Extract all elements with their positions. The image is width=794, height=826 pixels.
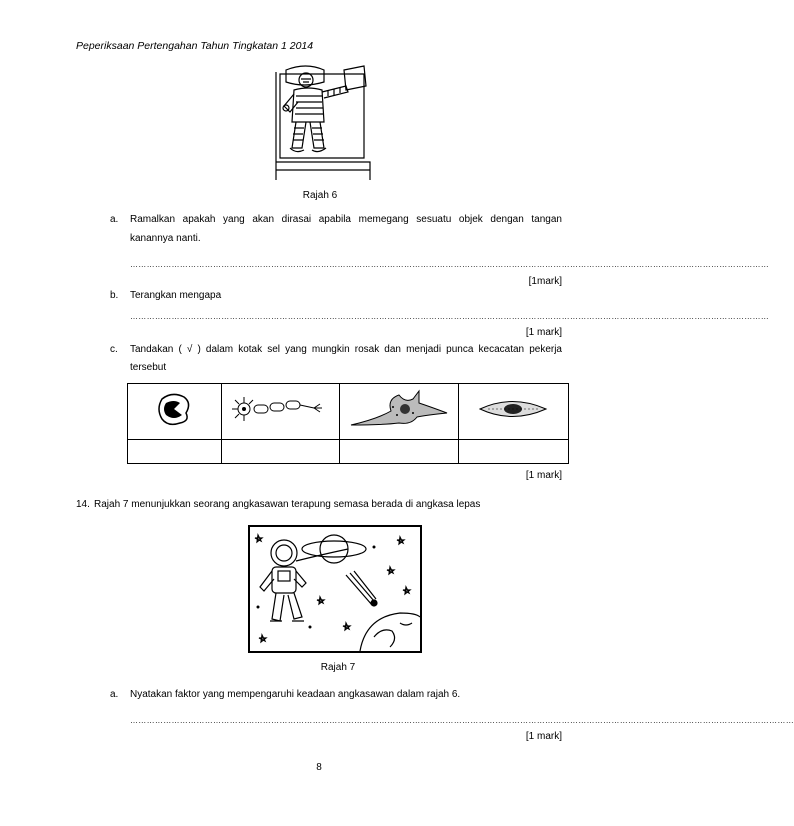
q13a-text-line1: Ramalkan apakah yang akan dirasai apabila memegang sesuatu objek dengan tangan (130, 214, 562, 225)
q13a-label: a. (110, 214, 119, 225)
q13c-mark: [1 mark] (525, 470, 562, 481)
q13c-text-line2: tersebut (130, 362, 167, 373)
q13c-text-line1: Tandakan ( √ ) dalam kotak sel yang mungkin rosak dan menjadi punca kecacatan pekerja (130, 344, 562, 355)
q14a-mark: [1 mark] (525, 731, 562, 742)
nerve-cell-icon (230, 394, 330, 424)
q14a-text: Nyatakan faktor yang mempengaruhi keadaan angkasawan dalam rajah 6. (130, 689, 461, 700)
cell-image-motor-neuron (340, 384, 459, 440)
tick-box-2[interactable] (221, 440, 340, 464)
cell-selection-table (127, 383, 569, 464)
cell-image-nerve-cell (221, 384, 340, 440)
q14-number: 14. (76, 499, 90, 510)
patient-in-bed-drawing (268, 62, 378, 182)
q14-text: Rajah 7 menunjukkan seorang angkasawan terapung semasa berada di angkasa lepas (94, 499, 481, 510)
q14a-answer-line[interactable]: …………………………………………………………………………………………………………………………………………………………………………………………………………………… (130, 716, 794, 725)
q13b-text: Terangkan mengapa (130, 290, 222, 301)
figure-6-caption: Rajah 6 (302, 190, 338, 201)
q13b-mark: [1 mark] (525, 327, 562, 338)
q13a-text-line2: kanannya nanti. (130, 233, 201, 244)
q13b-answer-line[interactable]: …………………………………………………………………………………………………………………………………………………………………………………………………………… (130, 312, 770, 321)
red-blood-cell-icon (154, 391, 194, 427)
tick-box-1[interactable] (128, 440, 222, 464)
page-header: Peperiksaan Pertengahan Tahun Tingkatan 1 2014 (76, 40, 314, 52)
q13c-label: c. (110, 344, 118, 355)
cell-image-red-blood-cell (128, 384, 222, 440)
q14a-label: a. (110, 689, 119, 700)
q13b-label: b. (110, 290, 119, 301)
q13a-answer-line[interactable]: …………………………………………………………………………………………………………………………………………………………………………………………………………… (130, 260, 770, 269)
q13a-mark: [1mark] (528, 276, 562, 287)
tick-box-4[interactable] (458, 440, 568, 464)
neuron-icon (347, 389, 451, 429)
tick-box-3[interactable] (340, 440, 459, 464)
cell-image-spindle-cell (458, 384, 568, 440)
figure-7-caption: Rajah 7 (320, 662, 356, 673)
astronaut-in-space-drawing (250, 527, 420, 651)
figure-7-illustration (248, 525, 422, 653)
spindle-cell-icon (478, 398, 548, 420)
page-number: 8 (316, 762, 322, 773)
figure-6-illustration (268, 62, 378, 182)
